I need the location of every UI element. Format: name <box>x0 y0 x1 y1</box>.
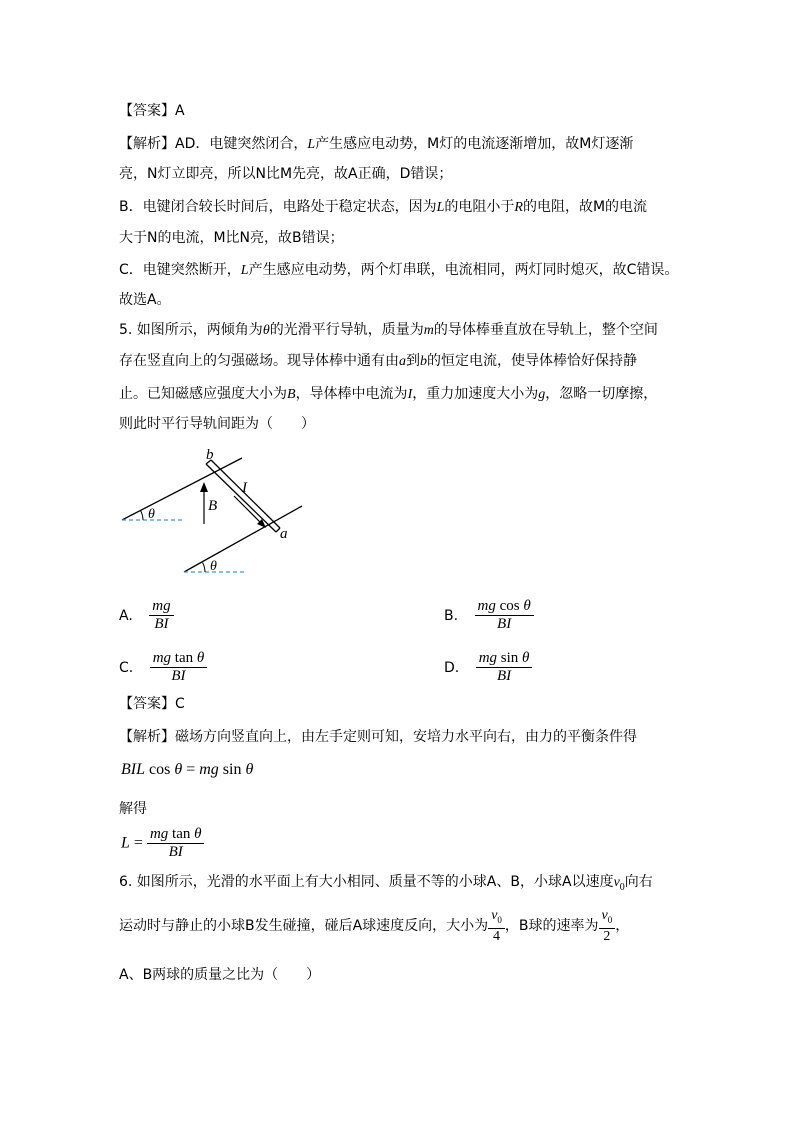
q6-stem-line-3: A、B两球的质量之比为（ ） <box>119 967 321 983</box>
option-c-fraction: $\frac{\text{mg tan θ}}{BI}$ <box>150 650 208 685</box>
label-theta-lower: θ <box>210 559 217 574</box>
option-b-label: B. <box>444 607 459 624</box>
option-b-fraction: $\frac{\text{mg cos θ}}{BI}$ <box>475 598 534 633</box>
option-d[interactable] <box>444 650 532 685</box>
label-B: B <box>208 498 218 514</box>
option-d-label: D. <box>444 659 460 676</box>
q5-stem-line-2: 存在竖直向上的匀强磁场。现导体棒中通有由a到b的恒定电流，使导体棒恰好保持静 <box>119 353 637 369</box>
label-I: I <box>242 480 247 496</box>
option-c[interactable] <box>119 650 207 685</box>
label-theta-upper: θ <box>148 507 155 522</box>
q6-fraction-v0-over-2: $\frac{v_0}{2}$ <box>599 908 616 944</box>
q5-solve-label: 解得 <box>119 801 147 817</box>
q6-stem-line-2: 运动时与静止的小球B发生碰撞，碰后A球速度反向，大小为 $\frac{v_0}{4}$ ，B球的速率为 $\frac{v_0}{2}$ ， <box>119 908 630 944</box>
option-a-fraction: $\frac{mg}{BI}$ <box>149 598 173 633</box>
field-arrowhead <box>200 482 208 492</box>
q5-stem-line-4: 则此时平行导轨间距为（ ） <box>119 416 315 432</box>
current-arrow <box>234 496 262 524</box>
q4-analysis-line-3: B．电键闭合较长时间后，电路处于稳定状态，因为L的电阻小于R的电阻，故M的电流 <box>119 199 648 215</box>
q6-fraction-v0-over-4: $\frac{v_0}{4}$ <box>488 908 505 944</box>
option-a[interactable] <box>119 598 174 633</box>
q4-conclusion: 故选A。 <box>119 292 171 308</box>
theta-arc-upper <box>141 511 143 520</box>
q5-analysis: 【解析】磁场方向竖直向上，由左手定则可知，安培力水平向右，由力的平衡条件得 <box>119 729 637 745</box>
q5-stem-line-3: 止。已知磁感应强度大小为B，导体棒中电流为I，重力加速度大小为g，忽略一切摩擦， <box>119 386 658 402</box>
q5-equation-result: L = $\frac{\text{mg tan θ}}{BI}$ <box>121 826 204 861</box>
q4-analysis-line-1: 【解析】AD．电键突然闭合，L产生感应电动势，M灯的电流逐渐增加，故M灯逐渐 <box>119 136 634 152</box>
q4-analysis-line-4: 大于N的电流，M比N亮，故B错误； <box>119 230 344 246</box>
theta-arc-lower <box>203 563 205 572</box>
q5-answer: 【答案】C <box>119 696 185 712</box>
option-d-fraction: $\frac{\text{mg sin θ}}{BI}$ <box>476 650 533 685</box>
q4-analysis-line-5: C．电键突然断开，L产生感应电动势，两个灯串联，电流相同，两灯同时熄灭，故C错误。 <box>119 262 679 278</box>
q5-rail-diagram <box>110 446 330 578</box>
q5-equation-balance: BIL cos θ = mg sin θ <box>121 761 254 778</box>
option-a-label: A. <box>119 607 133 624</box>
q6-stem-line-1: 6. 如图所示，光滑的水平面上有大小相同、质量不等的小球A、B，小球A以速度$v_0$向右 <box>119 874 653 893</box>
upper-rail <box>122 458 242 520</box>
q4-answer: 【答案】A <box>119 103 185 119</box>
q4-analysis-line-2: 亮，N灯立即亮，所以N比M先亮，故A正确，D错误； <box>119 166 453 182</box>
label-b: b <box>206 447 214 463</box>
result-fraction: $\frac{\text{mg tan θ}}{BI}$ <box>147 826 205 861</box>
q5-stem-line-1: 5. 如图所示，两倾角为θ的光滑平行导轨，质量为m的导体棒垂直放在导轨上，整个空间 <box>119 322 658 338</box>
label-a: a <box>280 526 288 542</box>
option-c-label: C. <box>119 659 134 676</box>
option-b[interactable] <box>444 598 534 633</box>
